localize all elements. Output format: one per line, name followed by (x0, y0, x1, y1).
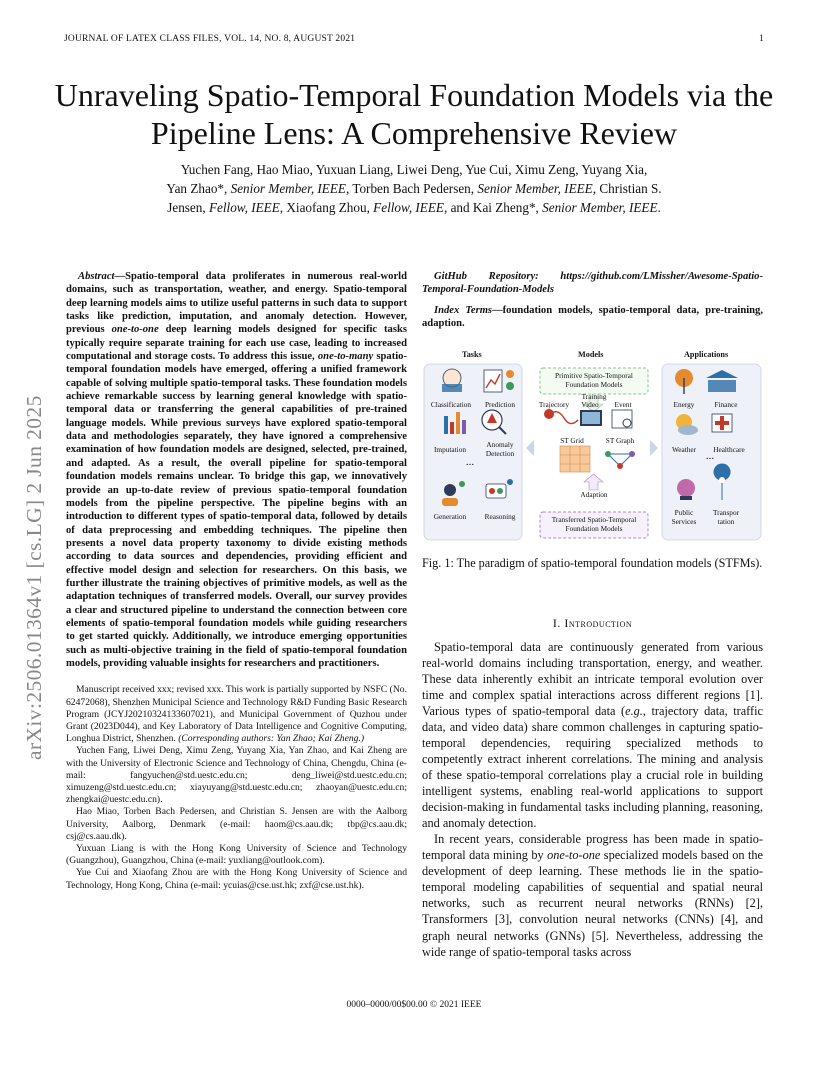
abstract: Abstract—Spatio-temporal data proliferates in numerous real-world domains, such as transportation, weather, and energy. Spatio-temporal deep learning models aims to utilize useful patterns in such data to support tasks like prediction, imputation, and anomaly detection. However, previous one-to-one deep learning models designed for specific tasks typically require separate training for each use case, leading to increased computational and storage costs. To address this issue, one-to-many spatio-temporal foundation models have emerged, offering a unified framework capable of solving multiple spatio-temporal tasks. These foundation models achieve remarkable success by learning general knowledge with spatio-temporal data or transferring the general capabilities of pre-trained language models. While previous surveys have explored spatio-temporal data and methodologies separately, they have ignored a comprehensive examination of how foundation models are designed, selected, pre-trained, and adapted. As a result, the overall pipeline for spatio-temporal foundation models remains unclear. To bridge this gap, we innovatively provide an up-to-date review of previous spatio-temporal foundation models from the pipeline perspective. The pipeline begins with an introduction to different types of spatio-temporal data, followed by details of data preprocessing and embedding techniques. The pipeline then presents a novel data property taxonomy to divide existing methods according to data sources and dependencies, providing efficient and effective model design and selection for researchers. On this basis, we further illustrate the training objectives of primitive models, as well as the adaptation techniques of transferred models. Overall, our survey provides a clear and structured pipeline to understand the connection between core elements of spatio-temporal foundation models while guiding researchers to get started quickly. Additionally, we introduce emerging opportunities such as multi-objective training in the field of spatio-temporal foundation models, providing valuable insights for researchers and practitioners. (66, 271, 407, 669)
apps-ellipsis: ... (705, 450, 715, 463)
authors-line-2: Yan Zhao*, Senior Member, IEEE, Torben Bach Pedersen, Senior Member, IEEE, Christian S. (166, 181, 662, 196)
introduction-body (422, 639, 763, 960)
authors-line-3: Jensen, Fellow, IEEE, Xiaofang Zhou, Fellow, IEEE, and Kai Zheng*, Senior Member, IEEE. (167, 200, 661, 215)
journal-line: JOURNAL OF LATEX CLASS FILES, VOL. 14, NO. 8, AUGUST 2021 (64, 34, 356, 44)
st-graph-label: ST Graph (605, 436, 635, 446)
healthcare-icon (712, 414, 732, 432)
task-label-anomaly: Anomaly Detection (485, 440, 515, 459)
task-label-imputation: Imputation (433, 445, 467, 455)
event-icon (612, 410, 632, 428)
page-number: 1 (759, 34, 764, 44)
footnote-affiliation-1: Yuchen Fang, Liwei Deng, Ximu Zeng, Yuyang Xia, Yan Zhao, and Kai Zheng are with the University of Electronic Science and Technology of China, Chengdu, China (e-mail: fangyuchen@std.uestc.edu.cn; deng_liwei@std.uestc.edu.cn; ximuzeng@std.uestc.edu.cn; xiayuyang@std.uestc.edu.cn; zhaoyan@uestc.edu.cn; zhengkai@uestc.edu.cn). (66, 745, 407, 806)
app-label-energy: Energy (673, 400, 695, 410)
applications-heading: Applications (684, 350, 729, 360)
arxiv-identifier: arXiv:2506.01364v1 [cs.LG] 2 Jun 2025 (22, 395, 46, 760)
tasks-heading: Tasks (462, 350, 482, 360)
transferred-model-label: Transferred Spatio-Temporal Foundation Models (551, 515, 637, 534)
tasks-ellipsis: ... (465, 456, 475, 469)
task-label-generation: Generation (433, 512, 467, 522)
paper-title: Unraveling Spatio-Temporal Foundation Models via the Pipeline Lens: A Comprehensive Review (54, 77, 774, 151)
st-graph-icon (605, 451, 635, 469)
video-icon (580, 410, 602, 426)
app-label-healthcare: Healthcare (713, 445, 745, 455)
intro-paragraph-2: In recent years, considerable progress has been made in spatio-temporal data mining by one-to-one specialized models based on the development of deep learning. These methods lie in the spatio-temporal modeling capabilities of sequential and spatial neural networks, such as recurrent neural networks (RNNs) [2], Transformers [3], convolution neural networks (CNNs) [4], and graph neural networks (GNNs) [5]. Nevertheless, addressing the wide range of spatio-temporal tasks across (422, 832, 763, 959)
trajectory-icon (544, 409, 578, 424)
right-column (422, 270, 763, 960)
app-label-weather: Weather (671, 445, 697, 455)
github-repository[interactable]: GitHub Repository: https://github.com/LMissher/Awesome-Spatio-Temporal-Foundation-Models (422, 271, 763, 296)
trajectory-label: Trajectory (538, 400, 570, 410)
video-label: Video (581, 400, 599, 410)
adaption-label: Adaption (580, 490, 608, 500)
arrow-left (526, 440, 534, 456)
footnote-funding: Manuscript received xxx; revised xxx. This work is partially supported by NSFC (No. 62472068), Shenzhen Municipal Science and Technology R&D Funding Basic Research Program (JCYJ20210324133607021), and Municipal Government of Quzhou under Grant (2023D044), and Key Laboratory of Data Intelligence and Cognitive Computing, Longhua District, Shenzhen. (Corresponding authors: Yan Zhao; Kai Zheng.) (66, 684, 407, 745)
footnote-affiliation-4: Yue Cui and Xiaofang Zhou are with the Hong Kong University of Science and Technology, Hong Kong, China (e-mail: ycuias@cse.ust.hk; zxf@cse.ust.hk). (66, 867, 407, 891)
task-label-reasoning: Reasoning (484, 512, 516, 522)
models-heading: Models (578, 350, 604, 360)
authors-line-1: Yuchen Fang, Hao Miao, Yuxuan Liang, Liwei Deng, Yue Cui, Ximu Zeng, Yuyang Xia, (180, 162, 648, 177)
st-grid-icon (560, 446, 590, 472)
task-label-classification: Classification (430, 400, 472, 410)
copyright-footer: 0000–0000/00$00.00 © 2021 IEEE (346, 1000, 482, 1010)
abstract-label: Abstract (78, 271, 115, 282)
adaption-arrow (584, 474, 603, 490)
primitive-model-label: Primitive Spatio-Temporal Foundation Models (555, 371, 633, 390)
author-list (80, 160, 748, 217)
figure-caption: Fig. 1: The paradigm of spatio-temporal foundation models (STFMs). (422, 556, 763, 571)
app-label-finance: Finance (714, 400, 738, 410)
left-column (66, 270, 407, 892)
intro-paragraph-1: Spatio-temporal data are continuously generated from various real-world domains including transportation, energy, and weather. These data inherently exhibit an intricate temporal evolution over time and complex spatial interactions across different regions [1]. Various types of spatio-temporal data (e.g., trajectory data, traffic data, and video data) share common challenges in capturing spatio-temporal dependencies, requiring specialized methods to competently extract inherent correlations. The mining and analysis of these spatio-temporal correlations play a crucial role in building intelligent systems, enabling real-world applications to support decision-making in fundamental tasks including planning, reasoning, and anomaly detection. (422, 639, 763, 831)
classification-icon (442, 369, 462, 392)
footnote-affiliation-2: Hao Miao, Torben Bach Pedersen, and Christian S. Jensen are with the Aalborg University, Aalborg, Denmark (e-mail: haom@cs.aau.dk; tbp@cs.aau.dk; csj@cs.aau.dk). (66, 806, 407, 842)
index-terms: Index Terms—foundation models, spatio-temporal data, pre-training, adaption. (422, 304, 763, 329)
running-header (64, 34, 764, 44)
st-grid-label: ST Grid (560, 436, 584, 446)
arrow-right (650, 440, 658, 456)
figure-1 (422, 350, 763, 550)
section-heading: I. Introduction (552, 615, 633, 630)
training-label: Training (581, 392, 607, 402)
footnotes (66, 684, 407, 891)
app-label-transportation: Transpor tation (712, 508, 740, 527)
event-label: Event (614, 400, 632, 410)
app-label-public-services: Public Services (671, 508, 697, 527)
task-label-prediction: Prediction (485, 400, 515, 410)
footnote-affiliation-3: Yuxuan Liang is with the Hong Kong University of Science and Technology (Guangzhou), Guangzhou, China (e-mail: yuxliang@outlook.com). (66, 842, 407, 867)
